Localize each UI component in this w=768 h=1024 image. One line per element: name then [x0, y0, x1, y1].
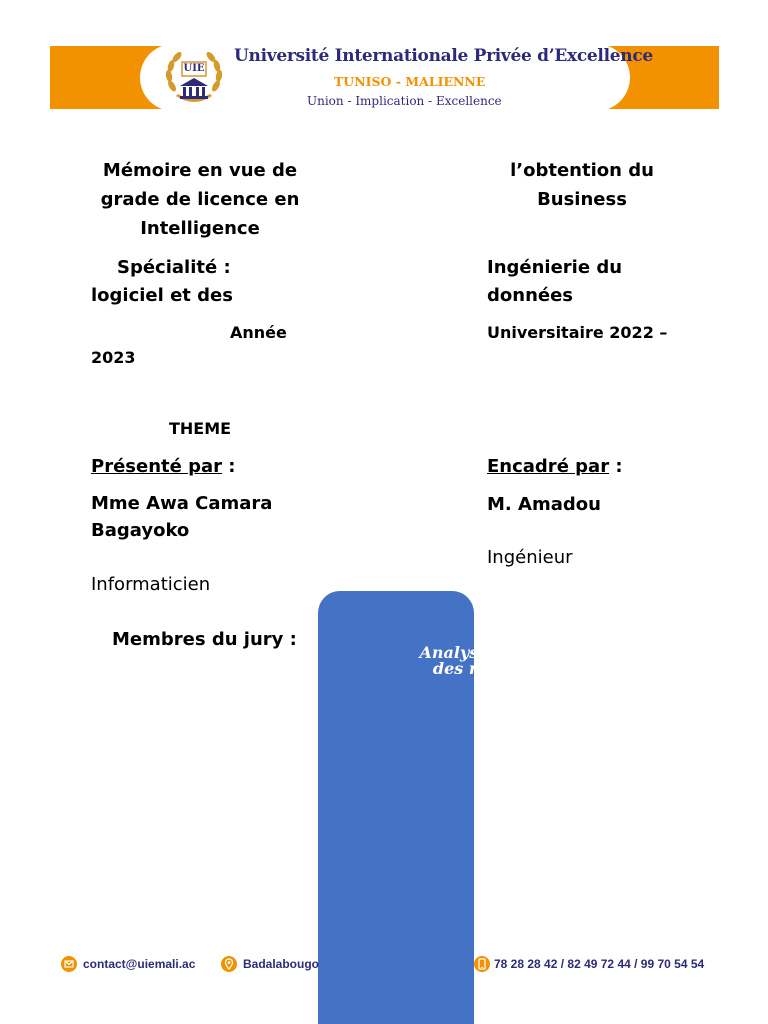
presente-colon: :: [222, 456, 236, 477]
university-subtitle: TUNISO - MALIENNE: [334, 74, 486, 89]
presente-label: Présenté par: [91, 456, 223, 477]
footer-phones: 78 28 28 42 / 82 49 72 44 / 99 70 54 54: [494, 957, 705, 971]
title-right-line: Business: [537, 189, 627, 210]
encadre-name: M. Amadou: [487, 494, 601, 515]
logo-text: UIE: [183, 63, 205, 74]
envelope-icon: [61, 956, 77, 972]
university-name: Université Internationale Privée d’Excellence: [234, 46, 653, 66]
title-right: [480, 156, 684, 214]
presente-role: Informaticien: [91, 574, 211, 595]
theme-text: [340, 645, 640, 677]
university-motto: Union - Implication - Excellence: [307, 94, 502, 108]
specialite-left-line: logiciel et des: [91, 285, 233, 306]
specialite-right-line1: Ingénierie du: [487, 257, 623, 278]
presente-name-line: Bagayoko: [91, 520, 190, 541]
annee-label: Année: [230, 323, 287, 342]
annee-year: 2023: [91, 348, 136, 367]
university-logo: [162, 46, 226, 110]
encadre-role: Ingénieur: [487, 547, 573, 568]
presente-name-line: Mme Awa Camara: [91, 493, 273, 514]
theme-text-line: Analyse explora: [419, 643, 561, 662]
title-left-line: grade de licence en: [100, 189, 300, 210]
footer-email: contact@uiemali.ac: [83, 957, 196, 971]
location-pin-icon: [221, 956, 237, 972]
theme-label: THEME: [169, 419, 232, 438]
phone-icon: [474, 956, 490, 972]
title-left-line: Intelligence: [140, 218, 260, 239]
encadre-heading: [487, 452, 623, 481]
title-right-line: l’obtention du: [510, 160, 654, 181]
title-left: [90, 156, 310, 243]
theme-panel: [318, 591, 561, 1024]
footer-address: Badalabougo: [243, 957, 320, 971]
jury-label: Membres du jury :: [112, 629, 297, 650]
title-left-line: Mémoire en vue de: [102, 160, 298, 181]
presente-heading: [91, 452, 235, 481]
specialite-label: Spécialité :: [117, 257, 231, 278]
theme-text-line: des risques p: [432, 659, 552, 678]
specialite-right-line2: données: [487, 285, 574, 306]
encadre-colon: :: [609, 456, 623, 477]
encadre-label: Encadré par: [487, 456, 610, 477]
annee-right: Universitaire 2022 –: [487, 323, 668, 342]
presente-name: [91, 490, 272, 544]
